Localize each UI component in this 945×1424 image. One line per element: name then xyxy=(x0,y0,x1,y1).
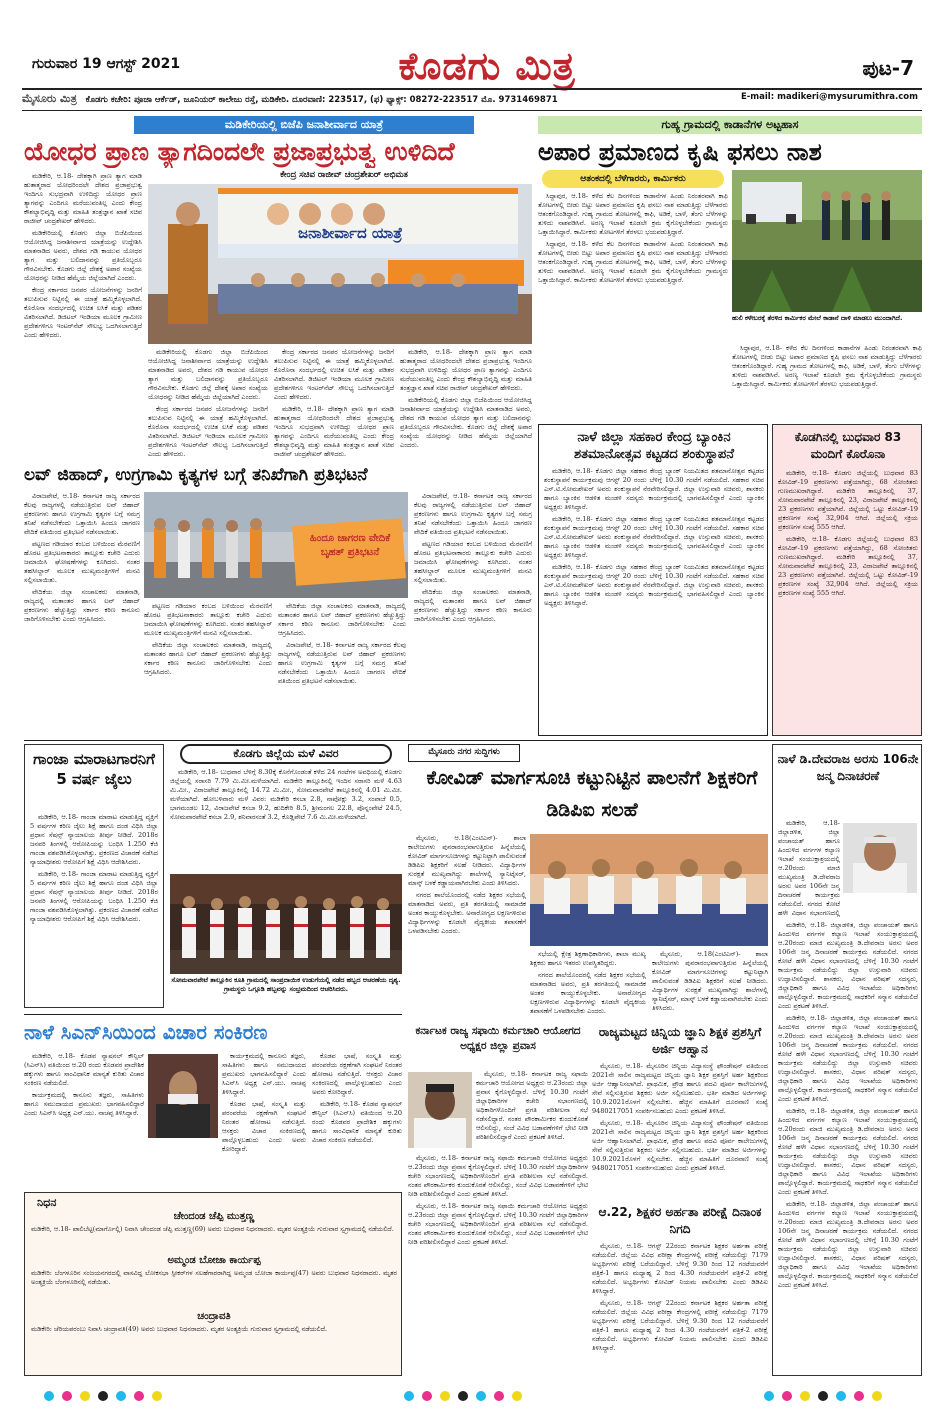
page-number: ಪುಟ-7 xyxy=(862,56,914,80)
registration-dot xyxy=(512,1391,522,1401)
obituary-title: ನಿಧನ xyxy=(37,1196,57,1209)
article-body: ವಿರಾಜಪೇಟೆ, ಆ.18- ಕರ್ನಾಟಕ ರಾಜ್ಯ ಸರ್ಕಾರದ ಕೆಲವು ರಾಜ್ಯಗಳಲ್ಲಿ ನಡೆಯುತ್ತಿರುವ ಲವ್ ಜಿಹಾದ್ ಪ್ರಕರಣಗಳು ಹಾಗೂ ಉಗ್ರಗಾಮಿ ಕೃತ್ಯಗಳ ಬಗ್ಗೆ ಸಮಗ್ರ ತನಿಖೆ ನಡೆಸಬೇಕೆಂದು ಒತ್ತಾಯಿಸಿ ಹಿಂದೂ ಜಾಗರಣ ವೇದಿಕೆ ವತಿಯಿಂದ ಪ್ರತಿಭಟನೆ ನಡೆಸಲಾಯಿತು. ಪಟ್ಟಣದ ಗಡಿಯಾರ ಕಂಬದ ಬಳಿಯಿಂದ ಮೆರವಣಿಗೆ ಹೊರಟ ಪ್ರತಿಭಟನಾಕಾರರು ತಾಲ್ಲೂಕು ಕಚೇರಿ ಎದುರು ಜಮಾಯಿಸಿ ಘೋಷಣೆಗಳನ್ನು ಕೂಗಿದರು. ನಂತರ ತಹಸೀಲ್ದಾರ್ ಮೂಲಕ ಮುಖ್ಯಮಂತ್ರಿಗಳಿಗೆ ಮನವಿ ಸಲ್ಲಿಸಲಾಯಿತು. ವೇದಿಕೆಯ ಜಿಲ್ಲಾ ಸಂಚಾಲಕರು ಮಾತನಾಡಿ, ರಾಜ್ಯದಲ್ಲಿ ಮತಾಂತರ ಹಾಗೂ ಲವ್ ಜಿಹಾದ್ ಪ್ರಕರಣಗಳು ಹೆಚ್ಚುತ್ತಿದ್ದು ಸರ್ಕಾರ ಕಠಿಣ ಕಾನೂನು ಜಾರಿಗೊಳಿಸಬೇಕು ಎಂದು ಆಗ್ರಹಿಸಿದರು. xyxy=(24,492,140,623)
article-body-cont: ಕೊಡವ ಭಾಷೆ, ಸಂಸ್ಕೃತಿ ಮತ್ತು ಪರಂಪರೆಯ ರಕ್ಷಣೆಗಾಗಿ ಸಂಘಟನೆ ನಿರಂತರ ಹೋರಾಟ ನಡೆಸುತ್ತಿದೆ. ಆಸಕ್ತರು ವಿಚಾರ ಸಂಕಿರಣದಲ್ಲಿ ಪಾಲ್ಗೊಳ್ಳಬಹುದು ಎಂದು ಅವರು ಕೋರಿದ್ದಾರೆ. ಮಡಿಕೇರಿ, ಆ.18- ಕೊಡವ ನ್ಯಾಷನಲ್ ಕೌನ್ಸಿಲ್ (ಸಿಎನ್‌ಸಿ) ವತಿಯಿಂದ ಆ.20 ರಂದು ಕೊಡವರ ಪ್ರಾದೇಶಿಕ ಹಕ್ಕುಗಳು ಹಾಗೂ ಸಾಂವಿಧಾನಿಕ ಮಾನ್ಯತೆ ಕುರಿತು ವಿಚಾರ ಸಂಕಿರಣ ನಡೆಯಲಿದೆ. xyxy=(312,1052,402,1144)
masthead-title: ಕೊಡಗು ಮಿತ್ರ xyxy=(398,44,576,88)
story-teacher-award xyxy=(592,1024,768,1200)
article-body: ಮೈಸೂರು, ಆ.18- ಆಗಸ್ಟ್ 22ರಂದು ಕರ್ನಾಟಕ ಶಿಕ್ಷಕರ ಅರ್ಹತಾ ಪರೀಕ್ಷೆ ನಡೆಯಲಿದೆ. ಜಿಲ್ಲೆಯ ವಿವಿಧ ಪರೀಕ್ಷಾ ಕೇಂದ್ರಗಳಲ್ಲಿ ಪರೀಕ್ಷೆ ನಡೆಯಲಿದ್ದು 7179 ಅಭ್ಯರ್ಥಿಗಳು ಪರೀಕ್ಷೆ ಬರೆಯಲಿದ್ದಾರೆ. ಬೆಳಿಗ್ಗೆ 9.30 ರಿಂದ 12 ಗಂಟೆಯವರೆಗೆ ಪತ್ರಿಕೆ-1 ಹಾಗೂ ಮಧ್ಯಾಹ್ನ 2 ರಿಂದ 4.30 ಗಂಟೆಯವರೆಗೆ ಪತ್ರಿಕೆ-2 ಪರೀಕ್ಷೆ ನಡೆಯಲಿದೆ. ಅಭ್ಯರ್ಥಿಗಳು ಕೋವಿಡ್ ನಿಯಮ ಪಾಲಿಸಬೇಕು ಎಂದು ಡಿಡಿಪಿಐ ತಿಳಿಸಿದ್ದಾರೆ. ಮೈಸೂರು, ಆ.18- ಆಗಸ್ಟ್ 22ರಂದು ಕರ್ನಾಟಕ ಶಿಕ್ಷಕರ ಅರ್ಹತಾ ಪರೀಕ್ಷೆ ನಡೆಯಲಿದೆ. ಜಿಲ್ಲೆಯ ವಿವಿಧ ಪರೀಕ್ಷಾ ಕೇಂದ್ರಗಳಲ್ಲಿ ಪರೀಕ್ಷೆ ನಡೆಯಲಿದ್ದು 7179 ಅಭ್ಯರ್ಥಿಗಳು ಪರೀಕ್ಷೆ ಬರೆಯಲಿದ್ದಾರೆ. ಬೆಳಿಗ್ಗೆ 9.30 ರಿಂದ 12 ಗಂಟೆಯವರೆಗೆ ಪತ್ರಿಕೆ-1 ಹಾಗೂ ಮಧ್ಯಾಹ್ನ 2 ರಿಂದ 4.30 ಗಂಟೆಯವರೆಗೆ ಪತ್ರಿಕೆ-2 ಪರೀಕ್ಷೆ ನಡೆಯಲಿದೆ. ಅಭ್ಯರ್ಥಿಗಳು ಕೋವಿಡ್ ನಿಯಮ ಪಾಲಿಸಬೇಕು ಎಂದು ಡಿಡಿಪಿಐ ತಿಳಿಸಿದ್ದಾರೆ. xyxy=(592,1242,768,1352)
article-body: ಮೈಸೂರು, ಆ.18- ಕರ್ನಾಟಕ ರಾಜ್ಯ ಸಫಾಯಿ ಕರ್ಮಚಾರಿ ಆಯೋಗದ ಅಧ್ಯಕ್ಷರು ಆ.23ರಂದು ಜಿಲ್ಲಾ ಪ್ರವಾಸ ಕೈಗೊಳ್ಳಲಿದ್ದಾರೆ. ಬೆಳಿಗ್ಗೆ 10.30 ಗಂಟೆಗೆ ಜಿಲ್ಲಾಧಿಕಾರಿಗಳ ಕಚೇರಿ ಸಭಾಂಗಣದಲ್ಲಿ ಅಧಿಕಾರಿಗಳೊಂದಿಗೆ ಪ್ರಗತಿ ಪರಿಶೀಲನಾ ಸಭೆ ನಡೆಸಲಿದ್ದಾರೆ. ನಂತರ ಪೌರಕಾರ್ಮಿಕರ ಕುಂದುಕೊರತೆ ಆಲಿಸಲಿದ್ದು, ಸಂಜೆ ವಿವಿಧ ಬಡಾವಣೆಗಳಿಗೆ ಭೇಟಿ ನೀಡಿ ಪರಿಶೀಲಿಸಲಿದ್ದಾರೆ ಎಂದು ಪ್ರಕಟಣೆ ತಿಳಿಸಿದೆ. xyxy=(476,1070,588,1141)
registration-dot xyxy=(800,1391,810,1401)
story-seminar xyxy=(24,1018,402,1188)
story-tet xyxy=(592,1204,768,1376)
photo-banner-text: ಜನಾಶೀರ್ವಾದ ಯಾತ್ರೆ xyxy=(298,224,403,242)
article-body-cont: ಸಭೆಯಲ್ಲಿ ಕ್ಷೇತ್ರ ಶಿಕ್ಷಣಾಧಿಕಾರಿಗಳು, ಶಾಲಾ ಮುಖ್ಯ ಶಿಕ್ಷಕರು ಹಾಗೂ ಇತರರು ಉಪಸ್ಥಿತರಿದ್ದರು. ನಗರದ ಶಾಲೆಯೊಂದರಲ್ಲಿ ನಡೆದ ಶಿಕ್ಷಕರ ಸಭೆಯಲ್ಲಿ ಮಾತನಾಡಿದ ಅವರು, ಪ್ರತಿ ತರಗತಿಯಲ್ಲಿ ಸಾಮಾಜಿಕ ಅಂತರ ಕಾಯ್ದುಕೊಳ್ಳಬೇಕು. ಅನಾರೋಗ್ಯದ ಲಕ್ಷಣಗಳಿರುವ ವಿದ್ಯಾರ್ಥಿಗಳನ್ನು ಕೂಡಲೇ ವೈದ್ಯಕೀಯ ತಪಾಸಣೆಗೆ ಒಳಪಡಿಸಬೇಕು ಎಂದರು. xyxy=(530,950,646,1015)
registration-dot xyxy=(836,1391,846,1401)
article-body: ಸಿದ್ದಾಪುರ, ಆ.18- ಕಳೆದ ಕೆಲ ದಿನಗಳಿಂದ ಕಾಡಾನೆಗಳ ಹಿಂಡು ನಿರಂತರವಾಗಿ ಕಾಫಿ ತೋಟಗಳಲ್ಲಿ ಬೀಡು ಬಿಟ್ಟು ಅಪಾರ ಪ್ರಮಾಣದ ಕೃಷಿ ಫಸಲು ನಾಶ ಮಾಡುತ್ತಿದ್ದು ಬೆಳೆಗಾರರು ಆತಂಕಗೊಂಡಿದ್ದಾರೆ. ಗುಹ್ಯ ಗ್ರಾಮದ ತೋಟಗಳಲ್ಲಿ ಕಾಫಿ, ಅಡಿಕೆ, ಬಾಳೆ, ತೆಂಗು ಬೆಳೆಗಳನ್ನು ತುಳಿದು ನಾಶಪಡಿಸಿವೆ. ಅರಣ್ಯ ಇಲಾಖೆ ಕೂಡಲೇ ಕ್ರಮ ಕೈಗೊಳ್ಳಬೇಕೆಂದು ಗ್ರಾಮಸ್ಥರು ಒತ್ತಾಯಿಸಿದ್ದಾರೆ. ಕಾರ್ಮಿಕರು ತೋಟಗಳಿಗೆ ತೆರಳಲು ಭಯಪಡುತ್ತಿದ್ದಾರೆ. ಸಿದ್ದಾಪುರ, ಆ.18- ಕಳೆದ ಕೆಲ ದಿನಗಳಿಂದ ಕಾಡಾನೆಗಳ ಹಿಂಡು ನಿರಂತರವಾಗಿ ಕಾಫಿ ತೋಟಗಳಲ್ಲಿ ಬೀಡು ಬಿಟ್ಟು ಅಪಾರ ಪ್ರಮಾಣದ ಕೃಷಿ ಫಸಲು ನಾಶ ಮಾಡುತ್ತಿದ್ದು ಬೆಳೆಗಾರರು ಆತಂಕಗೊಂಡಿದ್ದಾರೆ. ಗುಹ್ಯ ಗ್ರಾಮದ ತೋಟಗಳಲ್ಲಿ ಕಾಫಿ, ಅಡಿಕೆ, ಬಾಳೆ, ತೆಂಗು ಬೆಳೆಗಳನ್ನು ತುಳಿದು ನಾಶಪಡಿಸಿವೆ. ಅರಣ್ಯ ಇಲಾಖೆ ಕೂಡಲೇ ಕ್ರಮ ಕೈಗೊಳ್ಳಬೇಕೆಂದು ಗ್ರಾಮಸ್ಥರು ಒತ್ತಾಯಿಸಿದ್ದಾರೆ. ಕಾರ್ಮಿಕರು ತೋಟಗಳಿಗೆ ತೆರಳಲು ಭಯಪಡುತ್ತಿದ್ದಾರೆ. xyxy=(538,192,728,284)
registration-dot xyxy=(116,1391,126,1401)
event-photo xyxy=(148,184,532,344)
print-registration-marks-right xyxy=(760,1386,886,1405)
registration-dot xyxy=(98,1391,108,1401)
brand-strip xyxy=(22,92,922,108)
office-address: ಕೊಡಗು ಕಚೇರಿ: ಪೂಜಾ ಆರ್ಕೆಡ್, ಜೂನಿಯರ್ ಕಾಲೇಜು ರಸ್ತೆ, ಮಡಿಕೇರಿ. ದೂರವಾಣಿ: 223517, (ಫ) ಫ್ಯಾಕ್ಸ್: 08272-223517 ಮೊ. 9731469871 xyxy=(85,95,558,105)
article-body-cont: ಮೈಸೂರು, ಆ.18(ಎಂಟಿಎನ್)- ಶಾಲಾ ಕಾಲೇಜುಗಳು ಪುನರಾರಂಭವಾಗುತ್ತಿರುವ ಹಿನ್ನೆಲೆಯಲ್ಲಿ ಕೋವಿಡ್ ಮಾರ್ಗಸೂಚಿಗಳನ್ನು ಕಟ್ಟುನಿಟ್ಟಾಗಿ ಪಾಲಿಸುವಂತೆ ಡಿಡಿಪಿಐ ಶಿಕ್ಷಕರಿಗೆ ಸಲಹೆ ನೀಡಿದರು. ವಿದ್ಯಾರ್ಥಿಗಳ ಸುರಕ್ಷತೆ ಮುಖ್ಯವಾಗಿದ್ದು ಶಾಲೆಗಳಲ್ಲಿ ಸ್ಯಾನಿಟೈಸರ್, ಮಾಸ್ಕ್ ಬಳಕೆ ಕಡ್ಡಾಯವಾಗಿರಬೇಕು ಎಂದು ತಿಳಿಸಿದರು. xyxy=(652,950,768,1012)
registration-dot xyxy=(854,1391,864,1401)
obituary-name: ಚೇಂದಂಡ ಚೆಪ್ಪಿ ಮುತ್ತಣ್ಣ xyxy=(173,1211,255,1222)
portrait-photo xyxy=(843,823,917,893)
office-email[interactable]: E-mail: madikeri@mysurumithra.com xyxy=(740,92,918,102)
subhead: ಕೇಂದ್ರ ಸಚಿವ ರಾಜೀವ್ ಚಂದ್ರಶೇಖರ್ ಅಭಿಮತ xyxy=(280,170,408,180)
registration-dot xyxy=(458,1391,468,1401)
registration-dot xyxy=(440,1391,450,1401)
registration-dot xyxy=(422,1391,432,1401)
article-body: ಮಡಿಕೇರಿ, ಆ.18- ದೇಶಕ್ಕಾಗಿ ಪ್ರಾಣ ತ್ಯಾಗ ಮಾಡಿ ಹುತಾತ್ಮರಾದ ಯೋಧರಿಂದಲೇ ದೇಶದ ಪ್ರಜಾಪ್ರಭುತ್ವ ಇಂದಿಗೂ ಸುಭದ್ರವಾಗಿ ಉಳಿದಿದ್ದು ಯೋಧರ ಪ್ರಾಣ ತ್ಯಾಗವನ್ನು ಎಂದಿಗೂ ಮರೆಯುವಂತಿಲ್ಲ ಎಂದು ಕೇಂದ್ರ ಕೌಶಲ್ಯಾಭಿವೃದ್ಧಿ ಮತ್ತು ಮಾಹಿತಿ ತಂತ್ರಜ್ಞಾನ ಖಾತೆ ಸಚಿವ ರಾಜೀವ್ ಚಂದ್ರಶೇಖರ್ ಹೇಳಿದರು. ಮಡಿಕೇರಿಯಲ್ಲಿ ಕೊಡಗು ಜಿಲ್ಲಾ ಬಿಜೆಪಿಯಿಂದ ಆಯೋಜಿಸಿದ್ದ ಜನಾಶೀರ್ವಾದ ಯಾತ್ರೆಯನ್ನು ಉದ್ದೇಶಿಸಿ ಮಾತನಾಡಿದ ಅವರು, ದೇಶದ ಗಡಿ ಕಾಯುವ ಯೋಧರ ತ್ಯಾಗ ಮತ್ತು ಬಲಿದಾನವನ್ನು ಪ್ರತಿಯೊಬ್ಬರೂ ಗೌರವಿಸಬೇಕು. ಕೊಡಗು ಜಿಲ್ಲೆ ದೇಶಕ್ಕೆ ಅಪಾರ ಸಂಖ್ಯೆಯ ಯೋಧರನ್ನು ನೀಡಿದ ಹೆಮ್ಮೆಯ ಜಿಲ್ಲೆಯಾಗಿದೆ ಎಂದರು. ಕೇಂದ್ರ ಸರ್ಕಾರದ ಜನಪರ ಯೋಜನೆಗಳನ್ನು ಜನರಿಗೆ ತಲುಪಿಸುವ ನಿಟ್ಟಿನಲ್ಲಿ ಈ ಯಾತ್ರೆ ಹಮ್ಮಿಕೊಳ್ಳಲಾಗಿದೆ. ಕೊರೊನಾ ಸಂದರ್ಭದಲ್ಲಿ ಉಚಿತ ಲಸಿಕೆ ಮತ್ತು ಪಡಿತರ ವಿತರಿಸಲಾಗಿದೆ. ಡಿಜಿಟಲ್ ಇಂಡಿಯಾ ಮೂಲಕ ಗ್ರಾಮೀಣ ಪ್ರದೇಶಗಳಿಗೂ ಇಂಟರ್‌ನೆಟ್ ಸೌಲಭ್ಯ ಒದಗಿಸಲಾಗುತ್ತಿದೆ ಎಂದು ಹೇಳಿದರು. xyxy=(24,172,142,339)
article-body: ಮಡಿಕೇರಿ, ಆ.18- ಬುಧವಾರ ಬೆಳಿಗ್ಗೆ 8.30ಕ್ಕೆ ಕೊನೆಗೊಂಡಂತೆ ಕಳೆದ 24 ಗಂಟೆಗಳ ಅವಧಿಯಲ್ಲಿ ಕೊಡಗು ಜಿಲ್ಲೆಯಲ್ಲಿ ಸರಾಸರಿ 7.79 ಮಿ.ಮೀ.ಮಳೆಯಾಗಿದೆ. ಮಡಿಕೇರಿ ತಾಲ್ಲೂಕಿನಲ್ಲಿ ಇಂದಿನ ಸರಾಸರಿ ಮಳೆ 4.63 ಮಿ.ಮೀ., ವಿರಾಜಪೇಟೆ ತಾಲ್ಲೂಕಿನಲ್ಲಿ 14.72 ಮಿ.ಮೀ., ಸೋಮವಾರಪೇಟೆ ತಾಲ್ಲೂಕಿನಲ್ಲಿ 4.01 ಮಿ.ಮೀ. ಮಳೆಯಾಗಿದೆ. ಹೋಬಳಿವಾರು ಮಳೆ ವಿವರ: ಮಡಿಕೇರಿ ಕಸಬಾ 2.8, ನಾಪೋಕ್ಲು 3.2, ಸಂಪಾಜೆ 0.5, ಭಾಗಮಂಡಲ 12, ವಿರಾಜಪೇಟೆ ಕಸಬಾ 9.2, ಹುದಿಕೇರಿ 8.5, ಶ್ರೀಮಂಗಲ 22.8, ಪೊನ್ನಂಪೇಟೆ 24.5, ಸೋಮವಾರಪೇಟೆ ಕಸಬಾ 2.9, ಶನಿವಾರಸಂತೆ 3.2, ಕೊಡ್ಲಿಪೇಟೆ 7.6 ಮಿ.ಮೀ.ಮಳೆಯಾಗಿದೆ. xyxy=(170,768,402,821)
meeting-photo xyxy=(530,834,768,946)
headline: ಅಪಾರ ಪ್ರಮಾಣದ ಕೃಷಿ ಫಸಲು ನಾಶ xyxy=(538,138,822,166)
obituary-text: ಮಡಿಕೇರಿ: ಚೆರಿಯಪರಂಬು ನಿವಾಸಿ ಚಂದ್ರಾವತಿ(49) ಅವರು ಬುಧವಾರ ನಿಧನರಾದರು. ಮೃತರ ಅಂತ್ಯಕ್ರಿಯೆ ಗುರುವಾರ ಸ್ವಗ್ರಾಮದಲ್ಲಿ ನಡೆಯಲಿದೆ. xyxy=(31,1325,328,1333)
article-body-cont: ವಿರಾಜಪೇಟೆ, ಆ.18- ಕರ್ನಾಟಕ ರಾಜ್ಯ ಸರ್ಕಾರದ ಕೆಲವು ರಾಜ್ಯಗಳಲ್ಲಿ ನಡೆಯುತ್ತಿರುವ ಲವ್ ಜಿಹಾದ್ ಪ್ರಕರಣಗಳು ಹಾಗೂ ಉಗ್ರಗಾಮಿ ಕೃತ್ಯಗಳ ಬಗ್ಗೆ ಸಮಗ್ರ ತನಿಖೆ ನಡೆಸಬೇಕೆಂದು ಒತ್ತಾಯಿಸಿ ಹಿಂದೂ ಜಾಗರಣ ವೇದಿಕೆ ವತಿಯಿಂದ ಪ್ರತಿಭಟನೆ ನಡೆಸಲಾಯಿತು. ಪಟ್ಟಣದ ಗಡಿಯಾರ ಕಂಬದ ಬಳಿಯಿಂದ ಮೆರವಣಿಗೆ ಹೊರಟ ಪ್ರತಿಭಟನಾಕಾರರು ತಾಲ್ಲೂಕು ಕಚೇರಿ ಎದುರು ಜಮಾಯಿಸಿ ಘೋಷಣೆಗಳನ್ನು ಕೂಗಿದರು. ನಂತರ ತಹಸೀಲ್ದಾರ್ ಮೂಲಕ ಮುಖ್ಯಮಂತ್ರಿಗಳಿಗೆ ಮನವಿ ಸಲ್ಲಿಸಲಾಯಿತು. ವೇದಿಕೆಯ ಜಿಲ್ಲಾ ಸಂಚಾಲಕರು ಮಾತನಾಡಿ, ರಾಜ್ಯದಲ್ಲಿ ಮತಾಂತರ ಹಾಗೂ ಲವ್ ಜಿಹಾದ್ ಪ್ರಕರಣಗಳು ಹೆಚ್ಚುತ್ತಿದ್ದು ಸರ್ಕಾರ ಕಠಿಣ ಕಾನೂನು ಜಾರಿಗೊಳಿಸಬೇಕು ಎಂದು ಆಗ್ರಹಿಸಿದರು. xyxy=(414,492,532,623)
print-registration-marks-center xyxy=(400,1386,526,1405)
protest-photo xyxy=(144,492,408,598)
registration-dot xyxy=(134,1391,144,1401)
article-body-cont: ಮಡಿಕೇರಿ, ಆ.18- ದೇಶಕ್ಕಾಗಿ ಪ್ರಾಣ ತ್ಯಾಗ ಮಾಡಿ ಹುತಾತ್ಮರಾದ ಯೋಧರಿಂದಲೇ ದೇಶದ ಪ್ರಜಾಪ್ರಭುತ್ವ ಇಂದಿಗೂ ಸುಭದ್ರವಾಗಿ ಉಳಿದಿದ್ದು ಯೋಧರ ಪ್ರಾಣ ತ್ಯಾಗವನ್ನು ಎಂದಿಗೂ ಮರೆಯುವಂತಿಲ್ಲ ಎಂದು ಕೇಂದ್ರ ಕೌಶಲ್ಯಾಭಿವೃದ್ಧಿ ಮತ್ತು ಮಾಹಿತಿ ತಂತ್ರಜ್ಞಾನ ಖಾತೆ ಸಚಿವ ರಾಜೀವ್ ಚಂದ್ರಶೇಖರ್ ಹೇಳಿದರು. ಮಡಿಕೇರಿಯಲ್ಲಿ ಕೊಡಗು ಜಿಲ್ಲಾ ಬಿಜೆಪಿಯಿಂದ ಆಯೋಜಿಸಿದ್ದ ಜನಾಶೀರ್ವಾದ ಯಾತ್ರೆಯನ್ನು ಉದ್ದೇಶಿಸಿ ಮಾತನಾಡಿದ ಅವರು, ದೇಶದ ಗಡಿ ಕಾಯುವ ಯೋಧರ ತ್ಯಾಗ ಮತ್ತು ಬಲಿದಾನವನ್ನು ಪ್ರತಿಯೊಬ್ಬರೂ ಗೌರವಿಸಬೇಕು. ಕೊಡಗು ಜಿಲ್ಲೆ ದೇಶಕ್ಕೆ ಅಪಾರ ಸಂಖ್ಯೆಯ ಯೋಧರನ್ನು ನೀಡಿದ ಹೆಮ್ಮೆಯ ಜಿಲ್ಲೆಯಾಗಿದೆ ಎಂದರು. xyxy=(400,348,532,449)
article-body-cont: ಕಾರ್ಯಕ್ರಮದಲ್ಲಿ ಕಾನೂನು ತಜ್ಞರು, ಸಾಹಿತಿಗಳು ಹಾಗೂ ಸಮುದಾಯದ ಪ್ರಮುಖರು ಭಾಗವಹಿಸಲಿದ್ದಾರೆ ಎಂದು ಸಿಎನ್‌ಸಿ ಅಧ್ಯಕ್ಷ ಎನ್.ಯು. ನಾಚಪ್ಪ ತಿಳಿಸಿದ್ದಾರೆ. ಕೊಡವ ಭಾಷೆ, ಸಂಸ್ಕೃತಿ ಮತ್ತು ಪರಂಪರೆಯ ರಕ್ಷಣೆಗಾಗಿ ಸಂಘಟನೆ ನಿರಂತರ ಹೋರಾಟ ನಡೆಸುತ್ತಿದೆ. ಆಸಕ್ತರು ವಿಚಾರ ಸಂಕಿರಣದಲ್ಲಿ ಪಾಲ್ಗೊಳ್ಳಬಹುದು ಎಂದು ಅವರು ಕೋರಿದ್ದಾರೆ. xyxy=(222,1052,306,1153)
headline: ನಾಳೆ ಸಿಎನ್‌ಸಿಯಿಂದ ವಿಚಾರ ಸಂಕಿರಣ xyxy=(24,1020,268,1044)
article-body-cont: ಪಟ್ಟಣದ ಗಡಿಯಾರ ಕಂಬದ ಬಳಿಯಿಂದ ಮೆರವಣಿಗೆ ಹೊರಟ ಪ್ರತಿಭಟನಾಕಾರರು ತಾಲ್ಲೂಕು ಕಚೇರಿ ಎದುರು ಜಮಾಯಿಸಿ ಘೋಷಣೆಗಳನ್ನು ಕೂಗಿದರು. ನಂತರ ತಹಸೀಲ್ದಾರ್ ಮೂಲಕ ಮುಖ್ಯಮಂತ್ರಿಗಳಿಗೆ ಮನವಿ ಸಲ್ಲಿಸಲಾಯಿತು. ವೇದಿಕೆಯ ಜಿಲ್ಲಾ ಸಂಚಾಲಕರು ಮಾತನಾಡಿ, ರಾಜ್ಯದಲ್ಲಿ ಮತಾಂತರ ಹಾಗೂ ಲವ್ ಜಿಹಾದ್ ಪ್ರಕರಣಗಳು ಹೆಚ್ಚುತ್ತಿದ್ದು ಸರ್ಕಾರ ಕಠಿಣ ಕಾನೂನು ಜಾರಿಗೊಳಿಸಬೇಕು ಎಂದು ಆಗ್ರಹಿಸಿದರು. xyxy=(144,602,272,676)
story-covid-guidelines xyxy=(408,744,768,1020)
registration-dot xyxy=(152,1391,162,1401)
photo-caption: ಸೋಮವಾರಪೇಟೆ ತಾಲ್ಲೂಕಿನ ಕೂತಿ ಗ್ರಾಮದಲ್ಲಿ ಸಾಂಪ್ರದಾಯಿಕ ಉಡುಗೆಯಲ್ಲಿ ನಡೆದ ಹಬ್ಬದ ಆಚರಣೆಯ ದೃಶ್ಯ. ಗ್ರಾಮಸ್ಥರು ಒಗ್ಗೂಡಿ ಹಬ್ಬವನ್ನು ಸಂಭ್ರಮದಿಂದ ಆಚರಿಸಿದರು. xyxy=(171,976,401,993)
subhead-pill: ಆತಂಕದಲ್ಲಿ ಬೆಳೆಗಾರರು, ಕಾರ್ಮಿಕರು xyxy=(542,170,724,188)
obituary-name: ಚಂದ್ರಾವತಿ xyxy=(197,1311,231,1322)
registration-dot xyxy=(476,1391,486,1401)
story-corona xyxy=(772,424,922,736)
headline: ಕೋವಿಡ್ ಮಾರ್ಗಸೂಚಿ ಕಟ್ಟುನಿಟ್ಟಿನ ಪಾಲನೆಗೆ ಶಿಕ್ಷಕರಿಗೆ ಡಿಡಿಪಿಐ ಸಲಹೆ xyxy=(426,767,758,821)
protest-banner-text: ಹಿಂದೂ ಜಾಗರಣ ವೇದಿಕೆ ಬೃಹತ್ ಪ್ರತಿಭಟನೆ xyxy=(309,533,391,558)
speaker-photo xyxy=(148,1054,218,1138)
brand-name: ಮೈಸೂರು ಮಿತ್ರ xyxy=(22,92,77,105)
kicker-bar: ಗುಹ್ಯ ಗ್ರಾಮದಲ್ಲಿ ಕಾಡಾನೆಗಳ ಅಟ್ಟಹಾಸ xyxy=(538,116,922,134)
headline: ಕೊಡಗಿನಲ್ಲಿ ಬುಧವಾರ 83 ಮಂದಿಗೆ ಕೊರೊನಾ xyxy=(794,430,902,461)
headline: ಯೋಧರ ಪ್ರಾಣ ತ್ಯಾಗದಿಂದಲೇ ಪ್ರಜಾಪ್ರಭುತ್ವ ಉಳಿದಿದೆ xyxy=(24,137,455,166)
story-rain xyxy=(170,744,402,1010)
article-body-cont: ಸಿದ್ದಾಪುರ, ಆ.18- ಕಳೆದ ಕೆಲ ದಿನಗಳಿಂದ ಕಾಡಾನೆಗಳ ಹಿಂಡು ನಿರಂತರವಾಗಿ ಕಾಫಿ ತೋಟಗಳಲ್ಲಿ ಬೀಡು ಬಿಟ್ಟು ಅಪಾರ ಪ್ರಮಾಣದ ಕೃಷಿ ಫಸಲು ನಾಶ ಮಾಡುತ್ತಿದ್ದು ಬೆಳೆಗಾರರು ಆತಂಕಗೊಂಡಿದ್ದಾರೆ. ಗುಹ್ಯ ಗ್ರಾಮದ ತೋಟಗಳಲ್ಲಿ ಕಾಫಿ, ಅಡಿಕೆ, ಬಾಳೆ, ತೆಂಗು ಬೆಳೆಗಳನ್ನು ತುಳಿದು ನಾಶಪಡಿಸಿವೆ. ಅರಣ್ಯ ಇಲಾಖೆ ಕೂಡಲೇ ಕ್ರಮ ಕೈಗೊಳ್ಳಬೇಕೆಂದು ಗ್ರಾಮಸ್ಥರು ಒತ್ತಾಯಿಸಿದ್ದಾರೆ. ಕಾರ್ಮಿಕರು ತೋಟಗಳಿಗೆ ತೆರಳಲು ಭಯಪಡುತ್ತಿದ್ದಾರೆ. xyxy=(732,344,922,388)
obituary-text: ಮಡಿಕೇರಿ, ಆ.18- ಪಾಲಿಬೆಟ್ಟ(ಮಾರ್ಗೊಲ್ಲಿ) ನಿವಾಸಿ ಚೇಂದಂಡ ಚೆಪ್ಪಿ ಮುತ್ತಣ್ಣ(69) ಅವರು ಬುಧವಾರ ನಿಧನರಾದರು. ಮೃತರ ಅಂತ್ಯಕ್ರಿಯೆ ಗುರುವಾರ ಸ್ವಗ್ರಾಮದಲ್ಲಿ ನಡೆಯಲಿದೆ. xyxy=(31,1225,394,1233)
story-protest xyxy=(24,462,532,738)
photo-caption: ಹುಲಿ ಕಳೇಬರಕ್ಕೆ ತೆರಳಿದ ಕಾರ್ಮಿಕರ ಮೇಲೆ ಕಾಡಾನೆ ದಾಳಿ ಮಾಡಲು ಮುಂದಾಗಿದೆ. xyxy=(732,314,903,322)
article-body-cont: ಮಡಿಕೇರಿಯಲ್ಲಿ ಕೊಡಗು ಜಿಲ್ಲಾ ಬಿಜೆಪಿಯಿಂದ ಆಯೋಜಿಸಿದ್ದ ಜನಾಶೀರ್ವಾದ ಯಾತ್ರೆಯನ್ನು ಉದ್ದೇಶಿಸಿ ಮಾತನಾಡಿದ ಅವರು, ದೇಶದ ಗಡಿ ಕಾಯುವ ಯೋಧರ ತ್ಯಾಗ ಮತ್ತು ಬಲಿದಾನವನ್ನು ಪ್ರತಿಯೊಬ್ಬರೂ ಗೌರವಿಸಬೇಕು. ಕೊಡಗು ಜಿಲ್ಲೆ ದೇಶಕ್ಕೆ ಅಪಾರ ಸಂಖ್ಯೆಯ ಯೋಧರನ್ನು ನೀಡಿದ ಹೆಮ್ಮೆಯ ಜಿಲ್ಲೆಯಾಗಿದೆ ಎಂದರು. ಕೇಂದ್ರ ಸರ್ಕಾರದ ಜನಪರ ಯೋಜನೆಗಳನ್ನು ಜನರಿಗೆ ತಲುಪಿಸುವ ನಿಟ್ಟಿನಲ್ಲಿ ಈ ಯಾತ್ರೆ ಹಮ್ಮಿಕೊಳ್ಳಲಾಗಿದೆ. ಕೊರೊನಾ ಸಂದರ್ಭದಲ್ಲಿ ಉಚಿತ ಲಸಿಕೆ ಮತ್ತು ಪಡಿತರ ವಿತರಿಸಲಾಗಿದೆ. ಡಿಜಿಟಲ್ ಇಂಡಿಯಾ ಮೂಲಕ ಗ್ರಾಮೀಣ ಪ್ರದೇಶಗಳಿಗೂ ಇಂಟರ್‌ನೆಟ್ ಸೌಲಭ್ಯ ಒದಗಿಸಲಾಗುತ್ತಿದೆ ಎಂದು ಹೇಳಿದರು. xyxy=(148,348,268,458)
headline-pill: ಕೊಡಗು ಜಿಲ್ಲೆಯ ಮಳೆ ವಿವರ xyxy=(180,744,392,764)
registration-dot xyxy=(872,1391,882,1401)
registration-dot xyxy=(80,1391,90,1401)
headline: ರಾಜ್ಯಮಟ್ಟದ ಚಿನ್ನಿಯ ಜ್ಞಾನಿ ಶಿಕ್ಷಕ ಪ್ರಶಸ್ತಿಗೆ ಅರ್ಜಿ ಆಹ್ವಾನ xyxy=(598,1025,762,1056)
article-body: ಮಡಿಕೇರಿ, ಆ.18- ಗಾಂಜಾ ಮಾರಾಟ ಮಾಡುತ್ತಿದ್ದ ವ್ಯಕ್ತಿಗೆ 5 ವರ್ಷಗಳ ಕಠಿಣ ಜೈಲು ಶಿಕ್ಷೆ ಹಾಗೂ ದಂಡ ವಿಧಿಸಿ ಜಿಲ್ಲಾ ಪ್ರಧಾನ ಸೆಷನ್ಸ್ ನ್ಯಾಯಾಲಯ ತೀರ್ಪು ನೀಡಿದೆ. 2018ರ ಜನವರಿ ತಿಂಗಳಲ್ಲಿ ಆರೋಪಿಯನ್ನು ಬಂಧಿಸಿ 1.250 ಕೆಜಿ ಗಾಂಜಾ ವಶಪಡಿಸಿಕೊಳ್ಳಲಾಗಿತ್ತು. ಪ್ರಕರಣದ ವಿಚಾರಣೆ ನಡೆಸಿದ ನ್ಯಾಯಾಧೀಶರು ಆರೋಪಿಗೆ ಶಿಕ್ಷೆ ವಿಧಿಸಿ ಆದೇಶಿಸಿದರು. ಮಡಿಕೇರಿ, ಆ.18- ಗಾಂಜಾ ಮಾರಾಟ ಮಾಡುತ್ತಿದ್ದ ವ್ಯಕ್ತಿಗೆ 5 ವರ್ಷಗಳ ಕಠಿಣ ಜೈಲು ಶಿಕ್ಷೆ ಹಾಗೂ ದಂಡ ವಿಧಿಸಿ ಜಿಲ್ಲಾ ಪ್ರಧಾನ ಸೆಷನ್ಸ್ ನ್ಯಾಯಾಲಯ ತೀರ್ಪು ನೀಡಿದೆ. 2018ರ ಜನವರಿ ತಿಂಗಳಲ್ಲಿ ಆರೋಪಿಯನ್ನು ಬಂಧಿಸಿ 1.250 ಕೆಜಿ ಗಾಂಜಾ ವಶಪಡಿಸಿಕೊಳ್ಳಲಾಗಿತ್ತು. ಪ್ರಕರಣದ ವಿಚಾರಣೆ ನಡೆಸಿದ ನ್ಯಾಯಾಧೀಶರು ಆರೋಪಿಗೆ ಶಿಕ್ಷೆ ವಿಧಿಸಿ ಆದೇಶಿಸಿದರು. xyxy=(30,813,158,923)
article-body: ಮಡಿಕೇರಿ, ಆ.18- ಜಿಲ್ಲಾಡಳಿತ, ಜಿಲ್ಲಾ ಪಂಚಾಯತ್ ಹಾಗೂ ಹಿಂದುಳಿದ ವರ್ಗಗಳ ಕಲ್ಯಾಣ ಇಲಾಖೆ ಸಂಯುಕ್ತಾಶ್ರಯದಲ್ಲಿ ಆ.20ರಂದು ಮಾಜಿ ಮುಖ್ಯಮಂತ್ರಿ ಡಿ.ದೇವರಾಜ ಅರಸು ಅವರ 106ನೇ ಜನ್ಮ ದಿನಾಚರಣೆ ಕಾರ್ಯಕ್ರಮ ನಡೆಯಲಿದೆ. ನಗರದ ಕೋಟೆ ಹಳೇ ವಿಧಾನ ಸಭಾಂಗಣದಲ್ಲಿ xyxy=(778,819,840,917)
article-body: ಮಡಿಕೇರಿ, ಆ.18- ಕೊಡವ ನ್ಯಾಷನಲ್ ಕೌನ್ಸಿಲ್ (ಸಿಎನ್‌ಸಿ) ವತಿಯಿಂದ ಆ.20 ರಂದು ಕೊಡವರ ಪ್ರಾದೇಶಿಕ ಹಕ್ಕುಗಳು ಹಾಗೂ ಸಾಂವಿಧಾನಿಕ ಮಾನ್ಯತೆ ಕುರಿತು ವಿಚಾರ ಸಂಕಿರಣ ನಡೆಯಲಿದೆ. ಕಾರ್ಯಕ್ರಮದಲ್ಲಿ ಕಾನೂನು ತಜ್ಞರು, ಸಾಹಿತಿಗಳು ಹಾಗೂ ಸಮುದಾಯದ ಪ್ರಮುಖರು ಭಾಗವಹಿಸಲಿದ್ದಾರೆ ಎಂದು ಸಿಎನ್‌ಸಿ ಅಧ್ಯಕ್ಷ ಎನ್.ಯು. ನಾಚಪ್ಪ ತಿಳಿಸಿದ್ದಾರೆ. xyxy=(24,1052,144,1117)
article-body-cont: ವೇದಿಕೆಯ ಜಿಲ್ಲಾ ಸಂಚಾಲಕರು ಮಾತನಾಡಿ, ರಾಜ್ಯದಲ್ಲಿ ಮತಾಂತರ ಹಾಗೂ ಲವ್ ಜಿಹಾದ್ ಪ್ರಕರಣಗಳು ಹೆಚ್ಚುತ್ತಿದ್ದು ಸರ್ಕಾರ ಕಠಿಣ ಕಾನೂನು ಜಾರಿಗೊಳಿಸಬೇಕು ಎಂದು ಆಗ್ರಹಿಸಿದರು. ವಿರಾಜಪೇಟೆ, ಆ.18- ಕರ್ನಾಟಕ ರಾಜ್ಯ ಸರ್ಕಾರದ ಕೆಲವು ರಾಜ್ಯಗಳಲ್ಲಿ ನಡೆಯುತ್ತಿರುವ ಲವ್ ಜಿಹಾದ್ ಪ್ರಕರಣಗಳು ಹಾಗೂ ಉಗ್ರಗಾಮಿ ಕೃತ್ಯಗಳ ಬಗ್ಗೆ ಸಮಗ್ರ ತನಿಖೆ ನಡೆಸಬೇಕೆಂದು ಒತ್ತಾಯಿಸಿ ಹಿಂದೂ ಜಾಗರಣ ವೇದಿಕೆ ವತಿಯಿಂದ ಪ್ರತಿಭಟನೆ ನಡೆಸಲಾಯಿತು. xyxy=(278,602,406,685)
registration-dot xyxy=(494,1391,504,1401)
registration-dot xyxy=(818,1391,828,1401)
article-body: ಮೈಸೂರು, ಆ.18(ಎಂಟಿಎನ್)- ಶಾಲಾ ಕಾಲೇಜುಗಳು ಪುನರಾರಂಭವಾಗುತ್ತಿರುವ ಹಿನ್ನೆಲೆಯಲ್ಲಿ ಕೋವಿಡ್ ಮಾರ್ಗಸೂಚಿಗಳನ್ನು ಕಟ್ಟುನಿಟ್ಟಾಗಿ ಪಾಲಿಸುವಂತೆ ಡಿಡಿಪಿಐ ಶಿಕ್ಷಕರಿಗೆ ಸಲಹೆ ನೀಡಿದರು. ವಿದ್ಯಾರ್ಥಿಗಳ ಸುರಕ್ಷತೆ ಮುಖ್ಯವಾಗಿದ್ದು ಶಾಲೆಗಳಲ್ಲಿ ಸ್ಯಾನಿಟೈಸರ್, ಮಾಸ್ಕ್ ಬಳಕೆ ಕಡ್ಡಾಯವಾಗಿರಬೇಕು ಎಂದು ತಿಳಿಸಿದರು. ನಗರದ ಶಾಲೆಯೊಂದರಲ್ಲಿ ನಡೆದ ಶಿಕ್ಷಕರ ಸಭೆಯಲ್ಲಿ ಮಾತನಾಡಿದ ಅವರು, ಪ್ರತಿ ತರಗತಿಯಲ್ಲಿ ಸಾಮಾಜಿಕ ಅಂತರ ಕಾಯ್ದುಕೊಳ್ಳಬೇಕು. ಅನಾರೋಗ್ಯದ ಲಕ್ಷಣಗಳಿರುವ ವಿದ್ಯಾರ್ಥಿಗಳನ್ನು ಕೂಡಲೇ ವೈದ್ಯಕೀಯ ತಪಾಸಣೆಗೆ ಒಳಪಡಿಸಬೇಕು ಎಂದರು. xyxy=(408,834,526,935)
registration-dot xyxy=(764,1391,774,1401)
story-commission xyxy=(408,1024,588,1376)
elephant-damage-photo xyxy=(732,170,922,312)
story-ganja xyxy=(24,744,164,1008)
obituaries xyxy=(24,1192,402,1376)
obituary-name: ಅಮ್ಮಂಡ ಬೋಜಾ ಕಾರ್ಯಪ್ಪ xyxy=(167,1255,261,1266)
headline: ಆ.22, ಶಿಕ್ಷಕರ ಅರ್ಹತಾ ಪರೀಕ್ಷೆ ದಿನಾಂಕ ನಿಗದಿ xyxy=(598,1205,762,1236)
article-body-cont: ಮಡಿಕೇರಿ, ಆ.18- ಜಿಲ್ಲಾಡಳಿತ, ಜಿಲ್ಲಾ ಪಂಚಾಯತ್ ಹಾಗೂ ಹಿಂದುಳಿದ ವರ್ಗಗಳ ಕಲ್ಯಾಣ ಇಲಾಖೆ ಸಂಯುಕ್ತಾಶ್ರಯದಲ್ಲಿ ಆ.20ರಂದು ಮಾಜಿ ಮುಖ್ಯಮಂತ್ರಿ ಡಿ.ದೇವರಾಜ ಅರಸು ಅವರ 106ನೇ ಜನ್ಮ ದಿನಾಚರಣೆ ಕಾರ್ಯಕ್ರಮ ನಡೆಯಲಿದೆ. ನಗರದ ಕೋಟೆ ಹಳೇ ವಿಧಾನ ಸಭಾಂಗಣದಲ್ಲಿ ಬೆಳಿಗ್ಗೆ 10.30 ಗಂಟೆಗೆ ಕಾರ್ಯಕ್ರಮ ನಡೆಯಲಿದ್ದು ಜಿಲ್ಲಾ ಉಸ್ತುವಾರಿ ಸಚಿವರು ಉದ್ಘಾಟಿಸಲಿದ್ದಾರೆ. ಶಾಸಕರು, ವಿಧಾನ ಪರಿಷತ್ ಸದಸ್ಯರು, ಜಿಲ್ಲಾಧಿಕಾರಿ ಹಾಗೂ ವಿವಿಧ ಇಲಾಖೆಯ ಅಧಿಕಾರಿಗಳು ಪಾಲ್ಗೊಳ್ಳಲಿದ್ದಾರೆ. ಕಾರ್ಯಕ್ರಮದಲ್ಲಿ ಸಾಧಕರಿಗೆ ಸನ್ಮಾನ ನಡೆಯಲಿದೆ ಎಂದು ಪ್ರಕಟಣೆ ತಿಳಿಸಿದೆ. ಮಡಿಕೇರಿ, ಆ.18- ಜಿಲ್ಲಾಡಳಿತ, ಜಿಲ್ಲಾ ಪಂಚಾಯತ್ ಹಾಗೂ ಹಿಂದುಳಿದ ವರ್ಗಗಳ ಕಲ್ಯಾಣ ಇಲಾಖೆ ಸಂಯುಕ್ತಾಶ್ರಯದಲ್ಲಿ ಆ.20ರಂದು ಮಾಜಿ ಮುಖ್ಯಮಂತ್ರಿ ಡಿ.ದೇವರಾಜ ಅರಸು ಅವರ 106ನೇ ಜನ್ಮ ದಿನಾಚರಣೆ ಕಾರ್ಯಕ್ರಮ ನಡೆಯಲಿದೆ. ನಗರದ ಕೋಟೆ ಹಳೇ ವಿಧಾನ ಸಭಾಂಗಣದಲ್ಲಿ ಬೆಳಿಗ್ಗೆ 10.30 ಗಂಟೆಗೆ ಕಾರ್ಯಕ್ರಮ ನಡೆಯಲಿದ್ದು ಜಿಲ್ಲಾ ಉಸ್ತುವಾರಿ ಸಚಿವರು ಉದ್ಘಾಟಿಸಲಿದ್ದಾರೆ. ಶಾಸಕರು, ವಿಧಾನ ಪರಿಷತ್ ಸದಸ್ಯರು, ಜಿಲ್ಲಾಧಿಕಾರಿ ಹಾಗೂ ವಿವಿಧ ಇಲಾಖೆಯ ಅಧಿಕಾರಿಗಳು ಪಾಲ್ಗೊಳ್ಳಲಿದ್ದಾರೆ. ಕಾರ್ಯಕ್ರಮದಲ್ಲಿ ಸಾಧಕರಿಗೆ ಸನ್ಮಾನ ನಡೆಯಲಿದೆ ಎಂದು ಪ್ರಕಟಣೆ ತಿಳಿಸಿದೆ. ಮಡಿಕೇರಿ, ಆ.18- ಜಿಲ್ಲಾಡಳಿತ, ಜಿಲ್ಲಾ ಪಂಚಾಯತ್ ಹಾಗೂ ಹಿಂದುಳಿದ ವರ್ಗಗಳ ಕಲ್ಯಾಣ ಇಲಾಖೆ ಸಂಯುಕ್ತಾಶ್ರಯದಲ್ಲಿ ಆ.20ರಂದು ಮಾಜಿ ಮುಖ್ಯಮಂತ್ರಿ ಡಿ.ದೇವರಾಜ ಅರಸು ಅವರ 106ನೇ ಜನ್ಮ ದಿನಾಚರಣೆ ಕಾರ್ಯಕ್ರಮ ನಡೆಯಲಿದೆ. ನಗರದ ಕೋಟೆ ಹಳೇ ವಿಧಾನ ಸಭಾಂಗಣದಲ್ಲಿ ಬೆಳಿಗ್ಗೆ 10.30 ಗಂಟೆಗೆ ಕಾರ್ಯಕ್ರಮ ನಡೆಯಲಿದ್ದು ಜಿಲ್ಲಾ ಉಸ್ತುವಾರಿ ಸಚಿವರು ಉದ್ಘಾಟಿಸಲಿದ್ದಾರೆ. ಶಾಸಕರು, ವಿಧಾನ ಪರಿಷತ್ ಸದಸ್ಯರು, ಜಿಲ್ಲಾಧಿಕಾರಿ ಹಾಗೂ ವಿವಿಧ ಇಲಾಖೆಯ ಅಧಿಕಾರಿಗಳು ಪಾಲ್ಗೊಳ್ಳಲಿದ್ದಾರೆ. ಕಾರ್ಯಕ್ರಮದಲ್ಲಿ ಸಾಧಕರಿಗೆ ಸನ್ಮಾನ ನಡೆಯಲಿದೆ ಎಂದು ಪ್ರಕಟಣೆ ತಿಳಿಸಿದೆ. ಮಡಿಕೇರಿ, ಆ.18- ಜಿಲ್ಲಾಡಳಿತ, ಜಿಲ್ಲಾ ಪಂಚಾಯತ್ ಹಾಗೂ ಹಿಂದುಳಿದ ವರ್ಗಗಳ ಕಲ್ಯಾಣ ಇಲಾಖೆ ಸಂಯುಕ್ತಾಶ್ರಯದಲ್ಲಿ ಆ.20ರಂದು ಮಾಜಿ ಮುಖ್ಯಮಂತ್ರಿ ಡಿ.ದೇವರಾಜ ಅರಸು ಅವರ 106ನೇ ಜನ್ಮ ದಿನಾಚರಣೆ ಕಾರ್ಯಕ್ರಮ ನಡೆಯಲಿದೆ. ನಗರದ ಕೋಟೆ ಹಳೇ ವಿಧಾನ ಸಭಾಂಗಣದಲ್ಲಿ ಬೆಳಿಗ್ಗೆ 10.30 ಗಂಟೆಗೆ ಕಾರ್ಯಕ್ರಮ ನಡೆಯಲಿದ್ದು ಜಿಲ್ಲಾ ಉಸ್ತುವಾರಿ ಸಚಿವರು ಉದ್ಘಾಟಿಸಲಿದ್ದಾರೆ. ಶಾಸಕರು, ವಿಧಾನ ಪರಿಷತ್ ಸದಸ್ಯರು, ಜಿಲ್ಲಾಧಿಕಾರಿ ಹಾಗೂ ವಿವಿಧ ಇಲಾಖೆಯ ಅಧಿಕಾರಿಗಳು ಪಾಲ್ಗೊಳ್ಳಲಿದ್ದಾರೆ. ಕಾರ್ಯಕ್ರಮದಲ್ಲಿ ಸಾಧಕರಿಗೆ ಸನ್ಮಾನ ನಡೆಯಲಿದೆ ಎಂದು ಪ್ರಕಟಣೆ ತಿಳಿಸಿದೆ. xyxy=(778,921,918,1289)
headline: ಲವ್ ಜಿಹಾದ್, ಉಗ್ರಗಾಮಿ ಕೃತ್ಯಗಳ ಬಗ್ಗೆ ತನಿಖೆಗಾಗಿ ಪ್ರತಿಭಟನೆ xyxy=(24,465,368,485)
obituary-text: ಮಡಿಕೇರಿ: ಬೆಂಗಳೂರಿನ ಸಂಜಯನಗರದಲ್ಲಿ ವಾಸವಿದ್ದ ಲೋಕಸಭಾ ಸ್ಪೀಕರ್‌ಗಳ ಸಲಹೆಗಾರರಾಗಿದ್ದ ಅಮ್ಮಂಡ ಬೋಜಾ ಕಾರ್ಯಪ್ಪ(47) ಅವರು ಬುಧವಾರ ನಿಧನರಾದರು. ಮೃತರ ಅಂತ್ಯಕ್ರಿಯೆ ಬೆಂಗಳೂರಿನಲ್ಲಿ ನಡೆಯಿತು. xyxy=(31,1269,397,1286)
article-body: ಮಡಿಕೇರಿ, ಆ.18- ಕೊಡಗು ಜಿಲ್ಲಾ ಸಹಕಾರ ಕೇಂದ್ರ ಬ್ಯಾಂಕ್ ನಿಯಮಿತದ ಶತಮಾನೋತ್ಸವ ಕಟ್ಟಡದ ಶಂಕುಸ್ಥಾಪನೆ ಕಾರ್ಯಕ್ರಮವು ಆಗಸ್ಟ್ 20 ರಂದು ಬೆಳಿಗ್ಗೆ 10.30 ಗಂಟೆಗೆ ನಡೆಯಲಿದೆ. ಸಹಕಾರ ಸಚಿವ ಎಸ್.ಟಿ.ಸೋಮಶೇಖರ್ ಅವರು ಶಂಕುಸ್ಥಾಪನೆ ನೆರವೇರಿಸಲಿದ್ದಾರೆ. ಜಿಲ್ಲಾ ಉಸ್ತುವಾರಿ ಸಚಿವರು, ಶಾಸಕರು ಹಾಗೂ ಬ್ಯಾಂಕಿನ ಆಡಳಿತ ಮಂಡಳಿ ಸದಸ್ಯರು ಕಾರ್ಯಕ್ರಮದಲ್ಲಿ ಭಾಗವಹಿಸಲಿದ್ದಾರೆ ಎಂದು ಬ್ಯಾಂಕಿನ ಅಧ್ಯಕ್ಷರು ತಿಳಿಸಿದ್ದಾರೆ. ಮಡಿಕೇರಿ, ಆ.18- ಕೊಡಗು ಜಿಲ್ಲಾ ಸಹಕಾರ ಕೇಂದ್ರ ಬ್ಯಾಂಕ್ ನಿಯಮಿತದ ಶತಮಾನೋತ್ಸವ ಕಟ್ಟಡದ ಶಂಕುಸ್ಥಾಪನೆ ಕಾರ್ಯಕ್ರಮವು ಆಗಸ್ಟ್ 20 ರಂದು ಬೆಳಿಗ್ಗೆ 10.30 ಗಂಟೆಗೆ ನಡೆಯಲಿದೆ. ಸಹಕಾರ ಸಚಿವ ಎಸ್.ಟಿ.ಸೋಮಶೇಖರ್ ಅವರು ಶಂಕುಸ್ಥಾಪನೆ ನೆರವೇರಿಸಲಿದ್ದಾರೆ. ಜಿಲ್ಲಾ ಉಸ್ತುವಾರಿ ಸಚಿವರು, ಶಾಸಕರು ಹಾಗೂ ಬ್ಯಾಂಕಿನ ಆಡಳಿತ ಮಂಡಳಿ ಸದಸ್ಯರು ಕಾರ್ಯಕ್ರಮದಲ್ಲಿ ಭಾಗವಹಿಸಲಿದ್ದಾರೆ ಎಂದು ಬ್ಯಾಂಕಿನ ಅಧ್ಯಕ್ಷರು ತಿಳಿಸಿದ್ದಾರೆ. ಮಡಿಕೇರಿ, ಆ.18- ಕೊಡಗು ಜಿಲ್ಲಾ ಸಹಕಾರ ಕೇಂದ್ರ ಬ್ಯಾಂಕ್ ನಿಯಮಿತದ ಶತಮಾನೋತ್ಸವ ಕಟ್ಟಡದ ಶಂಕುಸ್ಥಾಪನೆ ಕಾರ್ಯಕ್ರಮವು ಆಗಸ್ಟ್ 20 ರಂದು ಬೆಳಿಗ್ಗೆ 10.30 ಗಂಟೆಗೆ ನಡೆಯಲಿದೆ. ಸಹಕಾರ ಸಚಿವ ಎಸ್.ಟಿ.ಸೋಮಶೇಖರ್ ಅವರು ಶಂಕುಸ್ಥಾಪನೆ ನೆರವೇರಿಸಲಿದ್ದಾರೆ. ಜಿಲ್ಲಾ ಉಸ್ತುವಾರಿ ಸಚಿವರು, ಶಾಸಕರು ಹಾಗೂ ಬ್ಯಾಂಕಿನ ಆಡಳಿತ ಮಂಡಳಿ ಸದಸ್ಯರು ಕಾರ್ಯಕ್ರಮದಲ್ಲಿ ಭಾಗವಹಿಸಲಿದ್ದಾರೆ ಎಂದು ಬ್ಯಾಂಕಿನ ಅಧ್ಯಕ್ಷರು ತಿಳಿಸಿದ್ದಾರೆ. xyxy=(544,467,764,607)
headline: ನಾಳೆ ಡಿ.ದೇವರಾಜ ಅರಸು 106ನೇ ಜನ್ಮ ದಿನಾಚರಣೆ xyxy=(777,752,919,783)
article-body-cont: ಮೈಸೂರು, ಆ.18- ಕರ್ನಾಟಕ ರಾಜ್ಯ ಸಫಾಯಿ ಕರ್ಮಚಾರಿ ಆಯೋಗದ ಅಧ್ಯಕ್ಷರು ಆ.23ರಂದು ಜಿಲ್ಲಾ ಪ್ರವಾಸ ಕೈಗೊಳ್ಳಲಿದ್ದಾರೆ. ಬೆಳಿಗ್ಗೆ 10.30 ಗಂಟೆಗೆ ಜಿಲ್ಲಾಧಿಕಾರಿಗಳ ಕಚೇರಿ ಸಭಾಂಗಣದಲ್ಲಿ ಅಧಿಕಾರಿಗಳೊಂದಿಗೆ ಪ್ರಗತಿ ಪರಿಶೀಲನಾ ಸಭೆ ನಡೆಸಲಿದ್ದಾರೆ. ನಂತರ ಪೌರಕಾರ್ಮಿಕರ ಕುಂದುಕೊರತೆ ಆಲಿಸಲಿದ್ದು, ಸಂಜೆ ವಿವಿಧ ಬಡಾವಣೆಗಳಿಗೆ ಭೇಟಿ ನೀಡಿ ಪರಿಶೀಲಿಸಲಿದ್ದಾರೆ ಎಂದು ಪ್ರಕಟಣೆ ತಿಳಿಸಿದೆ. ಮೈಸೂರು, ಆ.18- ಕರ್ನಾಟಕ ರಾಜ್ಯ ಸಫಾಯಿ ಕರ್ಮಚಾರಿ ಆಯೋಗದ ಅಧ್ಯಕ್ಷರು ಆ.23ರಂದು ಜಿಲ್ಲಾ ಪ್ರವಾಸ ಕೈಗೊಳ್ಳಲಿದ್ದಾರೆ. ಬೆಳಿಗ್ಗೆ 10.30 ಗಂಟೆಗೆ ಜಿಲ್ಲಾಧಿಕಾರಿಗಳ ಕಚೇರಿ ಸಭಾಂಗಣದಲ್ಲಿ ಅಧಿಕಾರಿಗಳೊಂದಿಗೆ ಪ್ರಗತಿ ಪರಿಶೀಲನಾ ಸಭೆ ನಡೆಸಲಿದ್ದಾರೆ. ನಂತರ ಪೌರಕಾರ್ಮಿಕರ ಕುಂದುಕೊರತೆ ಆಲಿಸಲಿದ್ದು, ಸಂಜೆ ವಿವಿಧ ಬಡಾವಣೆಗಳಿಗೆ ಭೇಟಿ ನೀಡಿ ಪರಿಶೀಲಿಸಲಿದ್ದಾರೆ ಎಂದು ಪ್ರಕಟಣೆ ತಿಳಿಸಿದೆ. xyxy=(408,1154,588,1246)
registration-dot xyxy=(782,1391,792,1401)
commission-chair-photo xyxy=(408,1072,472,1148)
issue-date: ಗುರುವಾರ 19 ಆಗಸ್ಟ್ 2021 xyxy=(32,56,181,72)
article-body: ಮೈಸೂರು, ಆ.18- ಮೈಸೂರಿನ ಚಿನ್ನಿಯ ವಿದ್ಯಾಸಂಸ್ಥೆ ಫೌಂಡೇಷನ್ ವತಿಯಿಂದ 2021ನೇ ಸಾಲಿನ ರಾಜ್ಯಮಟ್ಟದ ಚಿನ್ನಿಯ ಜ್ಞಾನಿ ಶಿಕ್ಷಕ ಪ್ರಶಸ್ತಿಗೆ ಅರ್ಹ ಶಿಕ್ಷಕರಿಂದ ಅರ್ಜಿ ಆಹ್ವಾನಿಸಲಾಗಿದೆ. ಪ್ರಾಥಮಿಕ, ಪ್ರೌಢ ಹಾಗೂ ಪದವಿ ಪೂರ್ವ ಕಾಲೇಜುಗಳಲ್ಲಿ ಸೇವೆ ಸಲ್ಲಿಸುತ್ತಿರುವ ಶಿಕ್ಷಕರು ಅರ್ಜಿ ಸಲ್ಲಿಸಬಹುದು. ಭರ್ತಿ ಮಾಡಿದ ಅರ್ಜಿಗಳನ್ನು 10.9.2021ರೊಳಗೆ ಸಲ್ಲಿಸಬೇಕು. ಹೆಚ್ಚಿನ ಮಾಹಿತಿಗೆ ದೂರವಾಣಿ ಸಂಖ್ಯೆ 9480217051 ಸಂಪರ್ಕಿಸಬಹುದು ಎಂದು ಪ್ರಕಟಣೆ ತಿಳಿಸಿದೆ. ಮೈಸೂರು, ಆ.18- ಮೈಸೂರಿನ ಚಿನ್ನಿಯ ವಿದ್ಯಾಸಂಸ್ಥೆ ಫೌಂಡೇಷನ್ ವತಿಯಿಂದ 2021ನೇ ಸಾಲಿನ ರಾಜ್ಯಮಟ್ಟದ ಚಿನ್ನಿಯ ಜ್ಞಾನಿ ಶಿಕ್ಷಕ ಪ್ರಶಸ್ತಿಗೆ ಅರ್ಹ ಶಿಕ್ಷಕರಿಂದ ಅರ್ಜಿ ಆಹ್ವಾನಿಸಲಾಗಿದೆ. ಪ್ರಾಥಮಿಕ, ಪ್ರೌಢ ಹಾಗೂ ಪದವಿ ಪೂರ್ವ ಕಾಲೇಜುಗಳಲ್ಲಿ ಸೇವೆ ಸಲ್ಲಿಸುತ್ತಿರುವ ಶಿಕ್ಷಕರು ಅರ್ಜಿ ಸಲ್ಲಿಸಬಹುದು. ಭರ್ತಿ ಮಾಡಿದ ಅರ್ಜಿಗಳನ್ನು 10.9.2021ರೊಳಗೆ ಸಲ್ಲಿಸಬೇಕು. ಹೆಚ್ಚಿನ ಮಾಹಿತಿಗೆ ದೂರವಾಣಿ ಸಂಖ್ಯೆ 9480217051 ಸಂಪರ್ಕಿಸಬಹುದು ಎಂದು ಪ್ರಕಟಣೆ ತಿಳಿಸಿದೆ. xyxy=(592,1062,768,1172)
registration-dot xyxy=(62,1391,72,1401)
headline: ಕರ್ನಾಟಕ ರಾಜ್ಯ ಸಫಾಯಿ ಕರ್ಮಚಾರಿ ಆಯೋಗದ ಅಧ್ಯಕ್ಷರ ಜಿಲ್ಲಾ ಪ್ರವಾಸ xyxy=(415,1025,581,1052)
registration-dot xyxy=(404,1391,414,1401)
story-bank xyxy=(538,424,768,736)
masthead xyxy=(22,42,922,122)
story-elephant xyxy=(538,116,922,418)
kicker-tab: ಮೈಸೂರು ನಗರ ಸುದ್ದಿಗಳು xyxy=(408,744,520,762)
kicker-bar: ಮಡಿಕೇರಿಯಲ್ಲಿ ಬಿಜೆಪಿ ಜನಾಶೀರ್ವಾದ ಯಾತ್ರೆ xyxy=(134,116,474,134)
headline: ನಾಳೆ ಜಿಲ್ಲಾ ಸಹಕಾರ ಕೇಂದ್ರ ಬ್ಯಾಂಕಿನ ಶತಮಾನೋತ್ಸವ ಕಟ್ಟಡದ ಶಂಕುಸ್ಥಾಪನೆ xyxy=(574,430,734,462)
print-registration-marks-left xyxy=(40,1386,166,1405)
story-devaraj-urs xyxy=(772,744,922,1376)
headline: ಗಾಂಜಾ ಮಾರಾಟಗಾರನಿಗೆ 5 ವರ್ಷ ಜೈಲು xyxy=(33,750,155,788)
festival-photo xyxy=(170,874,402,974)
article-body-cont: ಕೇಂದ್ರ ಸರ್ಕಾರದ ಜನಪರ ಯೋಜನೆಗಳನ್ನು ಜನರಿಗೆ ತಲುಪಿಸುವ ನಿಟ್ಟಿನಲ್ಲಿ ಈ ಯಾತ್ರೆ ಹಮ್ಮಿಕೊಳ್ಳಲಾಗಿದೆ. ಕೊರೊನಾ ಸಂದರ್ಭದಲ್ಲಿ ಉಚಿತ ಲಸಿಕೆ ಮತ್ತು ಪಡಿತರ ವಿತರಿಸಲಾಗಿದೆ. ಡಿಜಿಟಲ್ ಇಂಡಿಯಾ ಮೂಲಕ ಗ್ರಾಮೀಣ ಪ್ರದೇಶಗಳಿಗೂ ಇಂಟರ್‌ನೆಟ್ ಸೌಲಭ್ಯ ಒದಗಿಸಲಾಗುತ್ತಿದೆ ಎಂದು ಹೇಳಿದರು. ಮಡಿಕೇರಿ, ಆ.18- ದೇಶಕ್ಕಾಗಿ ಪ್ರಾಣ ತ್ಯಾಗ ಮಾಡಿ ಹುತಾತ್ಮರಾದ ಯೋಧರಿಂದಲೇ ದೇಶದ ಪ್ರಜಾಪ್ರಭುತ್ವ ಇಂದಿಗೂ ಸುಭದ್ರವಾಗಿ ಉಳಿದಿದ್ದು ಯೋಧರ ಪ್ರಾಣ ತ್ಯಾಗವನ್ನು ಎಂದಿಗೂ ಮರೆಯುವಂತಿಲ್ಲ ಎಂದು ಕೇಂದ್ರ ಕೌಶಲ್ಯಾಭಿವೃದ್ಧಿ ಮತ್ತು ಮಾಹಿತಿ ತಂತ್ರಜ್ಞಾನ ಖಾತೆ ಸಚಿವ ರಾಜೀವ್ ಚಂದ್ರಶೇಖರ್ ಹೇಳಿದರು. xyxy=(274,348,394,458)
article-body: ಮಡಿಕೇರಿ, ಆ.18- ಕೊಡಗು ಜಿಲ್ಲೆಯಲ್ಲಿ ಬುಧವಾರ 83 ಕೋವಿಡ್-19 ಪ್ರಕರಣಗಳು ಪತ್ತೆಯಾಗಿದ್ದು, 68 ಸೋಂಕಿತರು ಗುಣಮುಖರಾಗಿದ್ದಾರೆ. ಮಡಿಕೇರಿ ತಾಲ್ಲೂಕಿನಲ್ಲಿ 37, ಸೋಮವಾರಪೇಟೆ ತಾಲ್ಲೂಕಿನಲ್ಲಿ 23, ವಿರಾಜಪೇಟೆ ತಾಲ್ಲೂಕಿನಲ್ಲಿ 23 ಪ್ರಕರಣಗಳು ಪತ್ತೆಯಾಗಿವೆ. ಜಿಲ್ಲೆಯಲ್ಲಿ ಒಟ್ಟು ಕೋವಿಡ್-19 ಪ್ರಕರಣಗಳ ಸಂಖ್ಯೆ 32,904 ಆಗಿದೆ. ಜಿಲ್ಲೆಯಲ್ಲಿ ಸಕ್ರಿಯ ಪ್ರಕರಣಗಳ ಸಂಖ್ಯೆ 555 ಆಗಿದೆ. ಮಡಿಕೇರಿ, ಆ.18- ಕೊಡಗು ಜಿಲ್ಲೆಯಲ್ಲಿ ಬುಧವಾರ 83 ಕೋವಿಡ್-19 ಪ್ರಕರಣಗಳು ಪತ್ತೆಯಾಗಿದ್ದು, 68 ಸೋಂಕಿತರು ಗುಣಮುಖರಾಗಿದ್ದಾರೆ. ಮಡಿಕೇರಿ ತಾಲ್ಲೂಕಿನಲ್ಲಿ 37, ಸೋಮವಾರಪೇಟೆ ತಾಲ್ಲೂಕಿನಲ್ಲಿ 23, ವಿರಾಜಪೇಟೆ ತಾಲ್ಲೂಕಿನಲ್ಲಿ 23 ಪ್ರಕರಣಗಳು ಪತ್ತೆಯಾಗಿವೆ. ಜಿಲ್ಲೆಯಲ್ಲಿ ಒಟ್ಟು ಕೋವಿಡ್-19 ಪ್ರಕರಣಗಳ ಸಂಖ್ಯೆ 32,904 ಆಗಿದೆ. ಜಿಲ್ಲೆಯಲ್ಲಿ ಸಕ್ರಿಯ ಪ್ರಕರಣಗಳ ಸಂಖ್ಯೆ 555 ಆಗಿದೆ. xyxy=(778,469,918,597)
registration-dot xyxy=(44,1391,54,1401)
